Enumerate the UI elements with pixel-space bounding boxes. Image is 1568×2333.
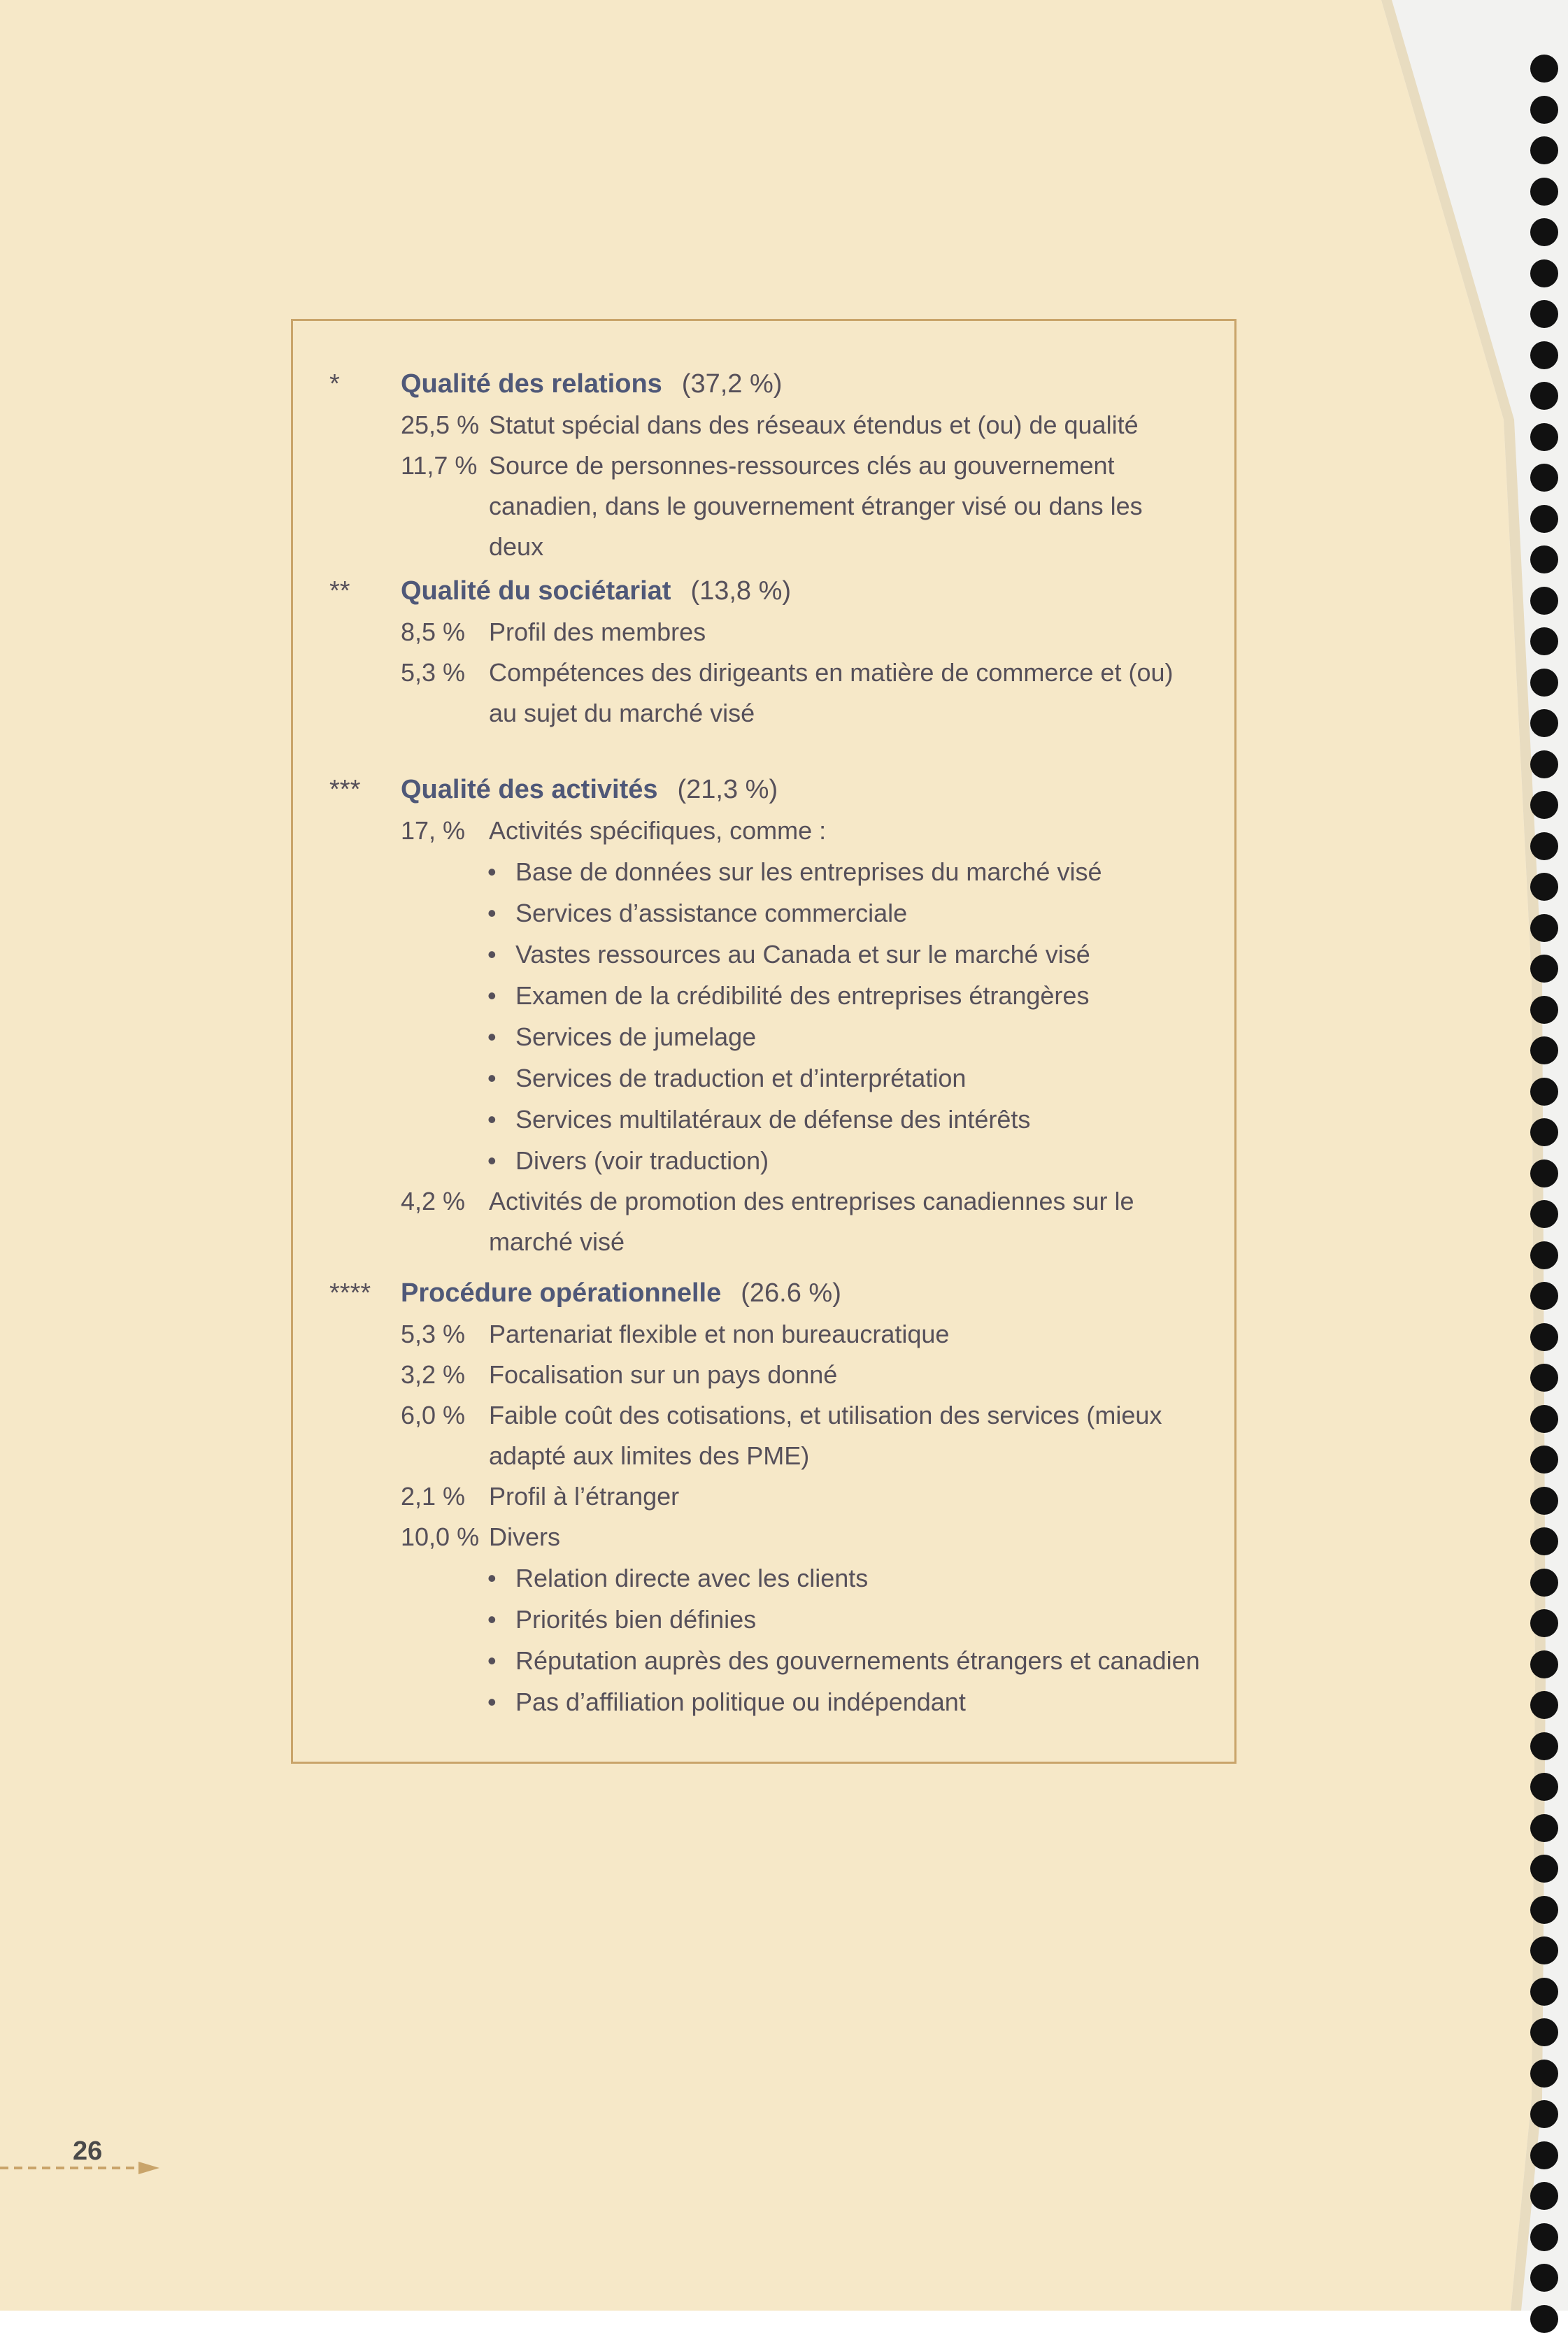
bullet-text: Services de jumelage	[515, 1022, 757, 1051]
item-text: Activités spécifiques, comme :	[489, 816, 827, 845]
bullet-dot: •	[487, 940, 497, 969]
binding-hole	[1530, 96, 1558, 124]
binding-hole	[1530, 1323, 1558, 1351]
item-text: Compétences des dirigeants en matière de commerce et (ou) au sujet du marché visé	[489, 658, 1174, 727]
binding-hole	[1530, 1569, 1558, 1597]
section-title-text: Qualité des relations	[401, 369, 662, 399]
binding-hole	[1530, 791, 1558, 819]
binding-hole	[1530, 1364, 1558, 1392]
section-title	[401, 769, 778, 811]
section-title-text: Qualité du sociétariat	[401, 576, 671, 606]
binding-hole	[1530, 259, 1558, 287]
item-text: Divers	[489, 1522, 561, 1551]
section-stars: ***	[329, 775, 361, 804]
binding-hole	[1530, 1078, 1558, 1106]
bullet-item	[293, 1681, 1234, 1722]
bullet-dot: •	[487, 1105, 497, 1134]
bullet-text: Réputation auprès des gouvernements étrangers et canadien	[515, 1646, 1200, 1675]
bullet-dot: •	[487, 1646, 497, 1675]
item-row	[293, 652, 1234, 734]
item-percent: 8,5 %	[401, 618, 466, 646]
bullet-text: Services de traduction et d’interprétation	[515, 1064, 967, 1092]
bullet-text: Base de données sur les entreprises du marché visé	[515, 857, 1102, 886]
binding-hole	[1530, 1118, 1558, 1146]
section-stars: *	[329, 369, 340, 399]
binding-hole	[1530, 709, 1558, 737]
item-row	[293, 612, 1234, 652]
binding-hole	[1530, 1896, 1558, 1924]
binding-hole	[1530, 464, 1558, 492]
bullet-dot: •	[487, 899, 497, 927]
section-title	[401, 570, 791, 612]
item-row	[293, 1395, 1234, 1476]
item-text: Faible coût des cotisations, et utilisation des services (mieux adapté aux limites des PME)	[489, 1401, 1162, 1470]
bullet-item	[293, 1599, 1234, 1640]
item-text: Focalisation sur un pays donné	[489, 1360, 838, 1389]
binding-hole	[1530, 627, 1558, 655]
item-text: Profil des membres	[489, 618, 706, 646]
section-stars: **	[329, 576, 350, 606]
binding-hole	[1530, 382, 1558, 410]
item-percent: 17, %	[401, 816, 466, 845]
item-percent: 3,2 %	[401, 1360, 466, 1389]
bullet-dot: •	[487, 1605, 497, 1634]
bullet-text: Examen de la crédibilité des entreprises étrangères	[515, 981, 1090, 1010]
item-percent: 5,3 %	[401, 658, 466, 687]
bullet-item	[293, 851, 1234, 892]
binding-hole	[1530, 750, 1558, 778]
bullet-item	[293, 1057, 1234, 1099]
item-text: Partenariat flexible et non bureaucratique	[489, 1320, 950, 1348]
item-text: Activités de promotion des entreprises canadiennes sur le marché visé	[489, 1187, 1134, 1256]
binding-hole	[1530, 1814, 1558, 1842]
binding-hole	[1530, 1527, 1558, 1555]
binding-hole	[1530, 955, 1558, 983]
binding-hole	[1530, 1855, 1558, 1883]
section-heading	[293, 570, 1234, 612]
section-stars: ****	[329, 1278, 371, 1308]
section-title-text: Procédure opérationnelle	[401, 1278, 722, 1308]
bullet-item	[293, 934, 1234, 975]
bullet-text: Services multilatéraux de défense des intérêts	[515, 1105, 1031, 1134]
binding-hole	[1530, 2100, 1558, 2128]
binding-hole	[1530, 996, 1558, 1024]
binding-hole	[1530, 2223, 1558, 2251]
bullet-dot: •	[487, 1564, 497, 1592]
section-relations	[293, 363, 1234, 567]
bullet-text: Relation directe avec les clients	[515, 1564, 869, 1592]
binding-hole	[1530, 218, 1558, 246]
bullet-text: Services d’assistance commerciale	[515, 899, 908, 927]
section-percent: (26.6 %)	[741, 1278, 841, 1308]
binding-hole	[1530, 914, 1558, 942]
item-row	[293, 811, 1234, 851]
bullet-item	[293, 1640, 1234, 1681]
next-page-arrow-icon	[0, 2157, 168, 2178]
section-percent: (13,8 %)	[690, 576, 792, 606]
section-title-text: Qualité des activités	[401, 775, 658, 804]
bullet-dot: •	[487, 1022, 497, 1051]
bullet-text: Divers (voir traduction)	[515, 1146, 769, 1175]
bullet-item	[293, 1557, 1234, 1599]
section-percent: (21,3 %)	[677, 775, 778, 804]
item-percent: 10,0 %	[401, 1522, 480, 1551]
page-number: 26	[73, 2136, 103, 2166]
item-row	[293, 1181, 1234, 1262]
item-row	[293, 1517, 1234, 1557]
binding-hole	[1530, 1732, 1558, 1760]
binding-hole	[1530, 300, 1558, 328]
binding-hole	[1530, 2264, 1558, 2292]
binding-hole	[1530, 1241, 1558, 1269]
section-heading	[293, 769, 1234, 811]
binding-hole	[1530, 2018, 1558, 2046]
binding-hole	[1530, 136, 1558, 164]
content-frame	[291, 319, 1236, 1764]
item-row	[293, 405, 1234, 445]
binding-hole	[1530, 1773, 1558, 1801]
binding-hole	[1530, 1200, 1558, 1228]
bullet-dot: •	[487, 1146, 497, 1175]
binding-hole	[1530, 2060, 1558, 2088]
bullet-dot: •	[487, 857, 497, 886]
item-text: Profil à l’étranger	[489, 1482, 680, 1511]
bullet-dot: •	[487, 1688, 497, 1716]
binding-hole	[1530, 55, 1558, 83]
bullet-item	[293, 1140, 1234, 1181]
section-procedure	[293, 1272, 1234, 1722]
binding-hole	[1530, 1036, 1558, 1064]
bullet-text: Priorités bien définies	[515, 1605, 757, 1634]
item-percent: 5,3 %	[401, 1320, 466, 1348]
binding-hole	[1530, 832, 1558, 860]
item-percent: 6,0 %	[401, 1401, 466, 1429]
binding-hole	[1530, 669, 1558, 697]
section-heading	[293, 363, 1234, 405]
binding-hole	[1530, 1609, 1558, 1637]
item-row	[293, 1355, 1234, 1395]
binding-hole	[1530, 2141, 1558, 2169]
binding-hole	[1530, 1282, 1558, 1310]
bullet-text: Vastes ressources au Canada et sur le marché visé	[515, 940, 1090, 969]
binding-hole	[1530, 1650, 1558, 1678]
section-activities	[293, 769, 1234, 1262]
binding-hole	[1530, 1405, 1558, 1433]
bullet-item	[293, 1099, 1234, 1140]
binding-hole	[1530, 587, 1558, 615]
binding-hole	[1530, 505, 1558, 533]
item-percent: 25,5 %	[401, 411, 480, 439]
item-row	[293, 1314, 1234, 1355]
item-text: Statut spécial dans des réseaux étendus et (ou) de qualité	[489, 411, 1139, 439]
bullet-item	[293, 1016, 1234, 1057]
item-row	[293, 445, 1234, 567]
binding-hole	[1530, 2305, 1558, 2333]
binding-hole	[1530, 423, 1558, 451]
binding-hole	[1530, 1446, 1558, 1474]
item-row	[293, 1476, 1234, 1517]
section-heading	[293, 1272, 1234, 1314]
section-percent: (37,2 %)	[681, 369, 783, 399]
binding-hole	[1530, 1691, 1558, 1719]
binding-hole	[1530, 545, 1558, 573]
bullet-dot: •	[487, 1064, 497, 1092]
section-membership	[293, 570, 1234, 734]
binding-hole	[1530, 2182, 1558, 2210]
bullet-item	[293, 975, 1234, 1016]
bullet-dot: •	[487, 981, 497, 1010]
binding-hole	[1530, 1160, 1558, 1187]
item-percent: 2,1 %	[401, 1482, 466, 1511]
item-percent: 11,7 %	[401, 451, 478, 480]
bullet-text: Pas d’affiliation politique ou indépendant	[515, 1688, 966, 1716]
binding-hole	[1530, 1936, 1558, 1964]
section-title	[401, 363, 782, 405]
binding-hole	[1530, 1978, 1558, 2006]
binding-hole	[1530, 341, 1558, 369]
binding-hole	[1530, 1487, 1558, 1515]
item-text: Source de personnes-ressources clés au gouvernement canadien, dans le gouvernement étranger visé ou dans les deux	[489, 451, 1143, 561]
section-title	[401, 1272, 841, 1314]
binding-hole	[1530, 178, 1558, 206]
bullet-item	[293, 892, 1234, 934]
item-percent: 4,2 %	[401, 1187, 466, 1215]
binding-hole	[1530, 873, 1558, 901]
